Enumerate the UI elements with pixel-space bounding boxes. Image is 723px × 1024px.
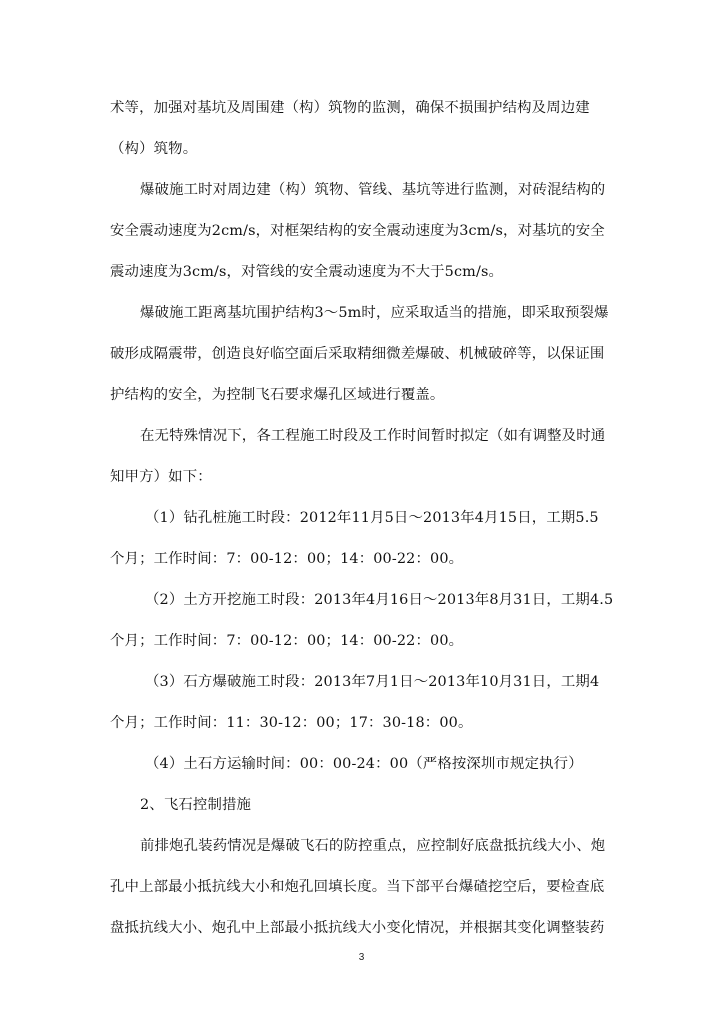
list-item-line: 个月；工作时间：7：00-12：00；14：00-22：00。 [110,551,464,567]
paragraph-line: 知甲方）如下： [110,469,212,485]
paragraph-line: 在无特殊情况下，各工程施工时段及工作时间暂时拟定（如有调整及时通 [140,428,606,444]
paragraph-line: 安全震动速度为2cm/s，对框架结构的安全震动速度为3cm/s，对基坑的安全 [110,223,605,239]
paragraph-line: 震动速度为3cm/s，对管线的安全震动速度为不大于5cm/s。 [110,264,504,280]
paragraph-line: 盘抵抗线大小、炮孔中上部最小抵抗线大小变化情况，并根据其变化调整装药 [110,920,605,936]
paragraph-line: 术等，加强对基坑及周围建（构）筑物的监测，确保不损围护结构及周边建 [110,100,590,116]
paragraph-line: （构）筑物。 [110,141,198,157]
paragraph-line: 孔中上部最小抵抗线大小和炮孔回填长度。当下部平台爆碴挖空后，要检查底 [110,879,605,895]
list-item-line: 个月；工作时间：7：00-12：00；14：00-22：00。 [110,633,464,649]
paragraph-line: 爆破施工时对周边建（构）筑物、管线、基坑等进行监测，对砖混结构的 [140,182,606,198]
paragraph-line: 护结构的安全，为控制飞石要求爆孔区域进行覆盖。 [110,387,445,403]
list-item-line: （4）土石方运输时间：00：00-24：00（严格按深圳市规定执行） [145,756,583,772]
page-number: 3 [358,952,365,963]
list-item-line: 个月；工作时间：11：30-12：00；17：30-18：00。 [110,715,473,731]
section-heading: 2、飞石控制措施 [140,797,252,813]
list-item-line: （3）石方爆破施工时段：2013年7月1日～2013年10月31日，工期4 [145,674,600,690]
paragraph-line: 前排炮孔装药情况是爆破飞石的防控重点，应控制好底盘抵抗线大小、炮 [140,838,606,854]
paragraph-line: 破形成隔震带，创造良好临空面后采取精细微差爆破、机械破碎等，以保证围 [110,346,605,362]
list-item-line: （2）土方开挖施工时段：2013年4月16日～2013年8月31日，工期4.5 [145,592,614,608]
paragraph-line: 爆破施工距离基坑围护结构3～5m时，应采取适当的措施，即采取预裂爆 [140,305,609,321]
list-item-line: （1）钻孔桩施工时段：2012年11月5日～2013年4月15日，工期5.5 [145,510,599,526]
